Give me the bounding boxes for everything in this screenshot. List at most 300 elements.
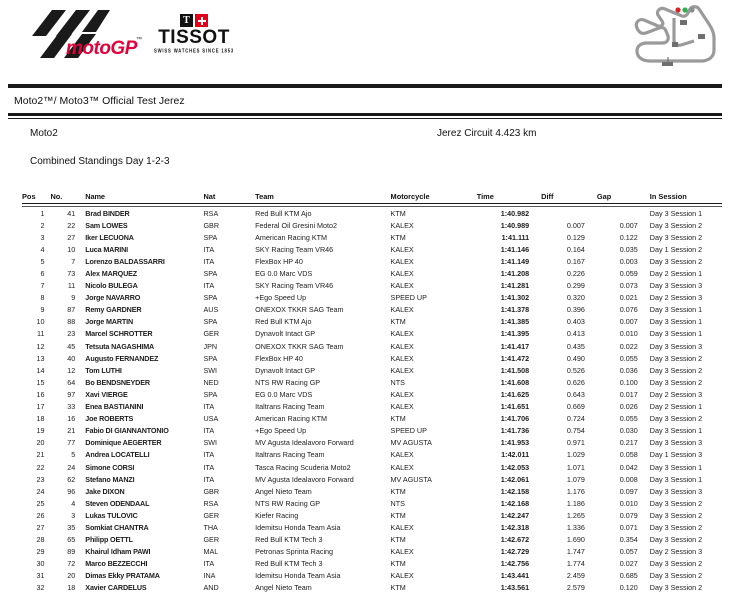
column-header-pos: Pos [22,192,50,204]
rider-gap: 0.007 [597,219,650,231]
rider-diff: 1.265 [541,509,597,521]
rider-nationality: SPA [203,316,255,328]
rider-number: 96 [50,485,85,497]
rider-diff: 2.459 [541,570,597,582]
rider-in-session: Day 3 Session 2 [650,231,722,243]
table-row[interactable] [22,388,722,400]
tissot-name: TISSOT [148,28,240,48]
table-row[interactable] [22,292,722,304]
rider-name: Augusto FERNANDEZ [85,352,203,364]
rider-nationality: USA [203,413,255,425]
rider-position: 24 [22,485,50,497]
column-header-nat: Nat [203,192,255,204]
rider-best-time: 1:41.281 [477,280,541,292]
rider-nationality: AUS [203,304,255,316]
rider-team: Federal Oil Gresini Moto2 [255,219,390,231]
rider-number: 5 [50,449,85,461]
rider-diff: 0.226 [541,267,597,279]
results-table-head [22,192,722,207]
rider-motorcycle: MV AGUSTA [391,437,477,449]
rider-team: Idemitsu Honda Team Asia [255,570,390,582]
rider-nationality: SWI [203,437,255,449]
meta-row [0,128,730,146]
rider-team: +Ego Speed Up [255,425,390,437]
rider-motorcycle: KALEX [391,267,477,279]
circuit-label: Jerez Circuit 4.423 km [437,128,536,139]
rider-team: Petronas Sprinta Racing [255,546,390,558]
rider-in-session: Day 3 Session 2 [650,219,722,231]
rider-motorcycle: KTM [391,316,477,328]
rider-best-time: 1:41.625 [477,388,541,400]
rider-nationality: SPA [203,231,255,243]
rider-motorcycle: SPEED UP [391,425,477,437]
tissot-emblem [148,14,240,27]
rider-team: American Racing KTM [255,231,390,243]
table-row[interactable] [22,376,722,388]
rider-nationality: ITA [203,243,255,255]
table-row[interactable] [22,485,722,497]
table-row[interactable] [22,243,722,255]
column-header-in-session: In Session [650,192,722,204]
rider-in-session: Day 3 Session 2 [650,364,722,376]
rider-name: Bo BENDSNEYDER [85,376,203,388]
rider-position: 32 [22,582,50,594]
table-row[interactable] [22,582,722,594]
rider-position: 21 [22,449,50,461]
rider-name: Stefano MANZI [85,473,203,485]
table-row[interactable] [22,231,722,243]
rider-diff: 1.747 [541,546,597,558]
rider-nationality: GBR [203,485,255,497]
rider-gap: 0.055 [597,413,650,425]
table-row[interactable] [22,534,722,546]
table-row[interactable] [22,546,722,558]
rider-position: 4 [22,243,50,255]
rider-position: 3 [22,231,50,243]
rider-nationality: GBR [203,219,255,231]
rider-in-session: Day 1 Session 3 [650,449,722,461]
rider-position: 27 [22,521,50,533]
rider-diff: 0.435 [541,340,597,352]
rider-team: NTS RW Racing GP [255,497,390,509]
rider-motorcycle: KALEX [391,243,477,255]
rider-gap [597,207,650,220]
rider-diff: 1.029 [541,449,597,461]
rider-name: Joe ROBERTS [85,413,203,425]
rider-team: ONEXOX TKKR SAG Team [255,304,390,316]
rider-number: 9 [50,292,85,304]
rider-number: 45 [50,340,85,352]
rider-number: 20 [50,570,85,582]
rider-position: 17 [22,401,50,413]
rider-name: Lorenzo BALDASSARRI [85,255,203,267]
rider-in-session: Day 3 Session 2 [650,558,722,570]
rider-name: Somkiat CHANTRA [85,521,203,533]
rider-motorcycle: SPEED UP [391,292,477,304]
rider-gap: 0.008 [597,473,650,485]
rider-nationality: AND [203,582,255,594]
results-table-body [22,207,722,594]
rider-diff: 1.079 [541,473,597,485]
event-title: Moto2™/ Moto3™ Official Test Jerez [0,88,730,113]
rider-position: 18 [22,413,50,425]
rider-motorcycle: NTS [391,376,477,388]
rider-best-time: 1:41.953 [477,437,541,449]
rider-nationality: GER [203,328,255,340]
rider-best-time: 1:41.111 [477,231,541,243]
rider-name: Tetsuta NAGASHIMA [85,340,203,352]
rider-nationality: GER [203,534,255,546]
rider-name: Steven ODENDAAL [85,497,203,509]
rider-motorcycle: KALEX [391,521,477,533]
rider-number: 97 [50,388,85,400]
green-light-icon [682,7,687,12]
rider-name: Simone CORSI [85,461,203,473]
table-row[interactable] [22,497,722,509]
rider-position: 23 [22,473,50,485]
table-row[interactable] [22,328,722,340]
rider-in-session: Day 3 Session 1 [650,473,722,485]
rider-number: 11 [50,280,85,292]
rider-name: Khairul Idham PAWI [85,546,203,558]
rider-motorcycle: KALEX [391,280,477,292]
rider-in-session: Day 3 Session 2 [650,497,722,509]
rider-nationality: SPA [203,267,255,279]
rider-diff: 1.176 [541,485,597,497]
rider-name: Marco BEZZECCHI [85,558,203,570]
rider-motorcycle: KALEX [391,340,477,352]
rider-gap: 0.076 [597,304,650,316]
motogp-wordmark: motoGP [66,38,138,59]
rider-diff: 0.643 [541,388,597,400]
table-row[interactable] [22,570,722,582]
column-header-gap: Gap [597,192,650,204]
rider-name: Nicolo BULEGA [85,280,203,292]
rider-best-time: 1:41.378 [477,304,541,316]
rider-position: 5 [22,255,50,267]
rider-in-session: Day 3 Session 1 [650,207,722,220]
rider-name: Luca MARINI [85,243,203,255]
rider-team: SKY Racing Team VR46 [255,280,390,292]
rider-best-time: 1:42.756 [477,558,541,570]
rider-team: MV Agusta Idealavoro Forward [255,473,390,485]
rider-motorcycle: KTM [391,582,477,594]
rider-name: Alex MARQUEZ [85,267,203,279]
rider-nationality: ITA [203,255,255,267]
rider-diff: 0.299 [541,280,597,292]
rider-motorcycle: KALEX [391,449,477,461]
rider-team: +Ego Speed Up [255,292,390,304]
rider-team: FlexBox HP 40 [255,352,390,364]
table-row[interactable] [22,280,722,292]
rider-name: Lukas TULOVIC [85,509,203,521]
rider-gap: 0.058 [597,449,650,461]
rider-gap: 0.030 [597,425,650,437]
rider-name: Jorge NAVARRO [85,292,203,304]
rider-in-session: Day 3 Session 2 [650,582,722,594]
table-row[interactable] [22,267,722,279]
rider-diff: 0.490 [541,352,597,364]
rider-in-session: Day 3 Session 2 [650,570,722,582]
rider-motorcycle: NTS [391,497,477,509]
rider-team: SKY Racing Team VR46 [255,243,390,255]
rider-best-time: 1:42.729 [477,546,541,558]
rider-team: Angel Nieto Team [255,485,390,497]
rider-best-time: 1:41.508 [477,364,541,376]
rider-best-time: 1:43.441 [477,570,541,582]
rider-name: Philipp OETTL [85,534,203,546]
rider-team: Italtrans Racing Team [255,401,390,413]
rider-position: 15 [22,376,50,388]
rider-name: Jorge MARTIN [85,316,203,328]
rider-best-time: 1:41.395 [477,328,541,340]
rider-diff: 0.526 [541,364,597,376]
rider-name: Xavier CARDELUS [85,582,203,594]
rider-diff: 0.007 [541,219,597,231]
rider-motorcycle: KALEX [391,352,477,364]
table-row[interactable] [22,413,722,425]
rider-nationality: GER [203,509,255,521]
rider-best-time: 1:41.302 [477,292,541,304]
table-row[interactable] [22,316,722,328]
rider-team: Italtrans Racing Team [255,449,390,461]
tissot-tagline: SWISS WATCHES SINCE 1853 [148,47,240,53]
rider-nationality: SPA [203,388,255,400]
rider-diff [541,207,597,220]
rider-best-time: 1:42.168 [477,497,541,509]
table-row[interactable] [22,425,722,437]
rider-gap: 0.057 [597,546,650,558]
table-row[interactable] [22,255,722,267]
rider-name: Marcel SCHROTTER [85,328,203,340]
rider-number: 33 [50,401,85,413]
rider-best-time: 1:42.053 [477,461,541,473]
table-row[interactable] [22,521,722,533]
rider-nationality: JPN [203,340,255,352]
rider-nationality: SWI [203,364,255,376]
rider-nationality: INA [203,570,255,582]
jerez-circuit-map-icon [628,4,724,70]
class-label: Moto2 [30,128,58,139]
rider-motorcycle: KTM [391,509,477,521]
rider-team: Red Bull KTM Ajo [255,316,390,328]
rider-position: 8 [22,292,50,304]
rider-best-time: 1:42.011 [477,449,541,461]
rider-nationality: SPA [203,292,255,304]
rider-in-session: Day 3 Session 3 [650,340,722,352]
rider-team: Dynavolt Intact GP [255,364,390,376]
standings-label: Combined Standings Day 1-2-3 [0,146,730,167]
table-row[interactable] [22,558,722,570]
rider-team: Red Bull KTM Ajo [255,207,390,220]
rider-best-time: 1:42.247 [477,509,541,521]
rider-team: ONEXOX TKKR SAG Team [255,340,390,352]
rider-in-session: Day 3 Session 3 [650,485,722,497]
rider-in-session: Day 3 Session 2 [650,509,722,521]
motogp-logo [26,6,146,64]
rider-gap: 0.021 [597,292,650,304]
rider-position: 13 [22,352,50,364]
rider-nationality: NED [203,376,255,388]
rider-team: Angel Nieto Team [255,582,390,594]
rider-diff: 0.403 [541,316,597,328]
rider-number: 22 [50,219,85,231]
table-row[interactable] [22,461,722,473]
rider-gap: 0.071 [597,521,650,533]
header-rule-double [8,113,722,119]
rider-diff: 0.626 [541,376,597,388]
rider-number: 41 [50,207,85,220]
rider-motorcycle: KTM [391,207,477,220]
table-row[interactable] [22,473,722,485]
rider-motorcycle: KALEX [391,304,477,316]
rider-name: Dominique AEGERTER [85,437,203,449]
table-row[interactable] [22,364,722,376]
branding-band [0,0,730,84]
rider-diff: 0.129 [541,231,597,243]
rider-best-time: 1:41.608 [477,376,541,388]
rider-motorcycle: KALEX [391,364,477,376]
rider-number: 18 [50,582,85,594]
rider-name: Enea BASTIANINI [85,401,203,413]
tissot-logo [148,14,240,53]
grey-light-icon [689,7,694,12]
rider-motorcycle: MV AGUSTA [391,473,477,485]
rider-team: Dynavolt Intact GP [255,328,390,340]
rider-gap: 0.685 [597,570,650,582]
rider-motorcycle: KALEX [391,255,477,267]
table-row[interactable] [22,207,722,220]
rider-position: 12 [22,340,50,352]
rider-in-session: Day 2 Session 3 [650,388,722,400]
table-row[interactable] [22,340,722,352]
rider-best-time: 1:41.651 [477,401,541,413]
rider-position: 1 [22,207,50,220]
rider-gap: 0.036 [597,364,650,376]
rider-diff: 1.336 [541,521,597,533]
rider-in-session: Day 3 Session 1 [650,425,722,437]
rider-motorcycle: KALEX [391,546,477,558]
rider-diff: 0.413 [541,328,597,340]
rider-gap: 0.035 [597,243,650,255]
table-row[interactable] [22,219,722,231]
rider-gap: 0.055 [597,352,650,364]
rider-in-session: Day 3 Session 2 [650,521,722,533]
rider-best-time: 1:42.158 [477,485,541,497]
rider-in-session: Day 3 Session 2 [650,255,722,267]
rider-best-time: 1:41.149 [477,255,541,267]
rider-diff: 0.164 [541,243,597,255]
rider-in-session: Day 2 Session 3 [650,292,722,304]
rider-diff: 0.396 [541,304,597,316]
rider-position: 14 [22,364,50,376]
tissot-t-letter: T [180,14,193,27]
rider-motorcycle: KALEX [391,401,477,413]
rider-diff: 1.071 [541,461,597,473]
rider-team: American Racing KTM [255,413,390,425]
column-header-number: No. [50,192,85,204]
column-header-motorcycle: Motorcycle [391,192,477,204]
rider-team: Red Bull KTM Tech 3 [255,534,390,546]
rider-best-time: 1:42.061 [477,473,541,485]
rider-position: 6 [22,267,50,279]
rider-position: 31 [22,570,50,582]
rider-in-session: Day 1 Session 2 [650,243,722,255]
rider-team: EG 0.0 Marc VDS [255,267,390,279]
rider-gap: 0.026 [597,401,650,413]
rider-name: Dimas Ekky PRATAMA [85,570,203,582]
table-row[interactable] [22,449,722,461]
rider-motorcycle: KALEX [391,219,477,231]
rider-in-session: Day 3 Session 3 [650,437,722,449]
rider-diff: 2.579 [541,582,597,594]
rider-name: Fabio DI GIANNANTONIO [85,425,203,437]
rider-nationality: ITA [203,280,255,292]
column-header-time: Time [477,192,541,204]
table-row[interactable] [22,401,722,413]
table-row[interactable] [22,352,722,364]
rider-gap: 0.007 [597,316,650,328]
rider-in-session: Day 3 Session 3 [650,280,722,292]
rider-in-session: Day 3 Session 2 [650,376,722,388]
table-row[interactable] [22,304,722,316]
rider-motorcycle: KTM [391,534,477,546]
rider-position: 22 [22,461,50,473]
rider-position: 16 [22,388,50,400]
rider-nationality: ITA [203,473,255,485]
rider-team: MV Agusta Idealavoro Forward [255,437,390,449]
rider-number: 40 [50,352,85,364]
rider-motorcycle: KALEX [391,570,477,582]
rider-number: 27 [50,231,85,243]
rider-name: Jake DIXON [85,485,203,497]
rider-in-session: Day 3 Session 1 [650,461,722,473]
rider-in-session: Day 3 Session 2 [650,534,722,546]
rider-gap: 0.010 [597,497,650,509]
rider-best-time: 1:41.146 [477,243,541,255]
rider-best-time: 1:41.417 [477,340,541,352]
rider-best-time: 1:42.672 [477,534,541,546]
rider-gap: 0.354 [597,534,650,546]
table-row[interactable] [22,437,722,449]
motogp-tm-mark: ™ [136,36,142,43]
column-header-diff: Diff [541,192,597,204]
rider-name: Brad BINDER [85,207,203,220]
swiss-cross-icon [195,14,208,27]
rider-diff: 1.186 [541,497,597,509]
rider-position: 10 [22,316,50,328]
rider-in-session: Day 3 Session 2 [650,413,722,425]
rider-position: 25 [22,497,50,509]
rider-diff: 0.669 [541,401,597,413]
rider-number: 10 [50,243,85,255]
rider-nationality: ITA [203,401,255,413]
rider-motorcycle: KALEX [391,388,477,400]
rider-nationality: RSA [203,207,255,220]
rider-position: 26 [22,509,50,521]
rider-motorcycle: KALEX [391,328,477,340]
rider-diff: 0.320 [541,292,597,304]
rider-team: Red Bull KTM Tech 3 [255,558,390,570]
rider-team: NTS RW Racing GP [255,376,390,388]
rider-number: 21 [50,425,85,437]
table-row[interactable] [22,509,722,521]
rider-best-time: 1:43.561 [477,582,541,594]
rider-name: Tom LUTHI [85,364,203,376]
rider-motorcycle: KTM [391,558,477,570]
rider-nationality: MAL [203,546,255,558]
rider-best-time: 1:40.982 [477,207,541,220]
